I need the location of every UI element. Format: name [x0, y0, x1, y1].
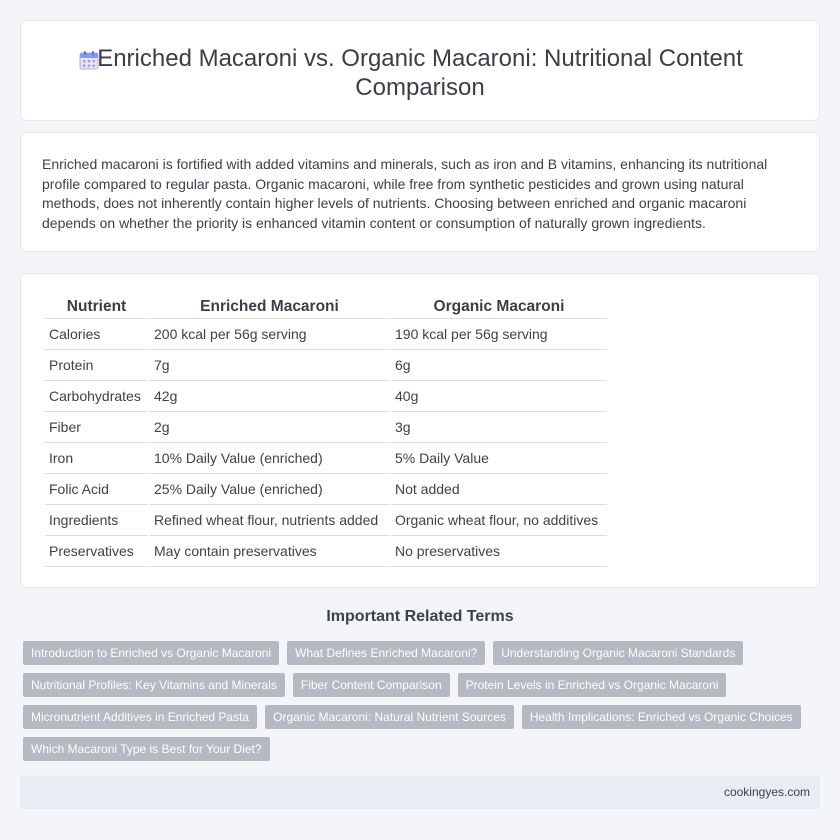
table-row: [45, 443, 607, 474]
table-cell: Preservatives: [45, 536, 148, 567]
related-term-tag[interactable]: Understanding Organic Macaroni Standards: [493, 641, 743, 665]
related-term-tag[interactable]: Micronutrient Additives in Enriched Pasta: [23, 705, 257, 729]
table-cell: No preservatives: [391, 536, 607, 567]
related-term-tag[interactable]: Which Macaroni Type is Best for Your Diet?: [23, 737, 270, 761]
table-cell: Protein: [45, 350, 148, 381]
table-cell: Organic wheat flour, no additives: [391, 505, 607, 536]
table-cell: 200 kcal per 56g serving: [150, 319, 389, 350]
related-term-tag[interactable]: What Defines Enriched Macaroni?: [287, 641, 485, 665]
table-cell: 5% Daily Value: [391, 443, 607, 474]
related-term-tag[interactable]: Nutritional Profiles: Key Vitamins and Minerals: [23, 673, 285, 697]
table-cell: 10% Daily Value (enriched): [150, 443, 389, 474]
footer-site-link[interactable]: cookingyes.com: [723, 785, 810, 799]
table-cell: Iron: [45, 443, 148, 474]
intro-paragraph: Enriched macaroni is fortified with added vitamins and minerals, such as iron and B vitamins, enhancing its nutritional profile compared to regular pasta. Organic macaroni, while free from synthetic pesticides and grown using natural methods, does not inherently contain higher levels of nutrients. Choosing between enriched and organic macaroni depends on whether the priority is enhanced vitamin content or consumption of naturally grown ingredients.: [42, 156, 768, 231]
table-row: [45, 474, 607, 505]
table-cell: 7g: [150, 350, 389, 381]
header-card: [20, 20, 820, 121]
footer: [20, 776, 820, 809]
related-term-tag[interactable]: Organic Macaroni: Natural Nutrient Sources: [265, 705, 514, 729]
table-cell: 3g: [391, 412, 607, 443]
table-cell: 40g: [391, 381, 607, 412]
related-term-tag[interactable]: Introduction to Enriched vs Organic Macaroni: [23, 641, 279, 665]
table-row: [45, 319, 607, 350]
column-header-enriched: Enriched Macaroni: [150, 296, 389, 319]
table-cell: Carbohydrates: [45, 381, 148, 412]
related-term-tag[interactable]: Health Implications: Enriched vs Organic Choices: [522, 705, 801, 729]
table-row: [45, 536, 607, 567]
table-cell: 42g: [150, 381, 389, 412]
table-cell: 190 kcal per 56g serving: [391, 319, 607, 350]
column-header-nutrient: Nutrient: [45, 296, 148, 319]
related-terms-list: [23, 641, 813, 761]
table-cell: Refined wheat flour, nutrients added: [150, 505, 389, 536]
table-cell: May contain preservatives: [150, 536, 389, 567]
table-header-row: [45, 296, 607, 319]
table-row: [45, 505, 607, 536]
table-cell: Folic Acid: [45, 474, 148, 505]
related-term-tag[interactable]: Fiber Content Comparison: [293, 673, 450, 697]
table-row: [45, 412, 607, 443]
table-cell: Not added: [391, 474, 607, 505]
table-cell: Calories: [45, 319, 148, 350]
comparison-table-card: [20, 273, 820, 588]
intro-card: [20, 132, 820, 252]
table-cell: 2g: [150, 412, 389, 443]
related-terms-title: Important Related Terms: [326, 608, 514, 625]
table-row: [45, 381, 607, 412]
comparison-table: [43, 296, 609, 567]
table-row: [45, 350, 607, 381]
table-cell: Ingredients: [45, 505, 148, 536]
related-term-tag[interactable]: Protein Levels in Enriched vs Organic Macaroni: [458, 673, 727, 697]
column-header-organic: Organic Macaroni: [391, 296, 607, 319]
table-cell: Fiber: [45, 412, 148, 443]
table-cell: 6g: [391, 350, 607, 381]
table-cell: 25% Daily Value (enriched): [150, 474, 389, 505]
page-title: Enriched Macaroni vs. Organic Macaroni: Nutritional Content Comparison: [97, 45, 743, 101]
